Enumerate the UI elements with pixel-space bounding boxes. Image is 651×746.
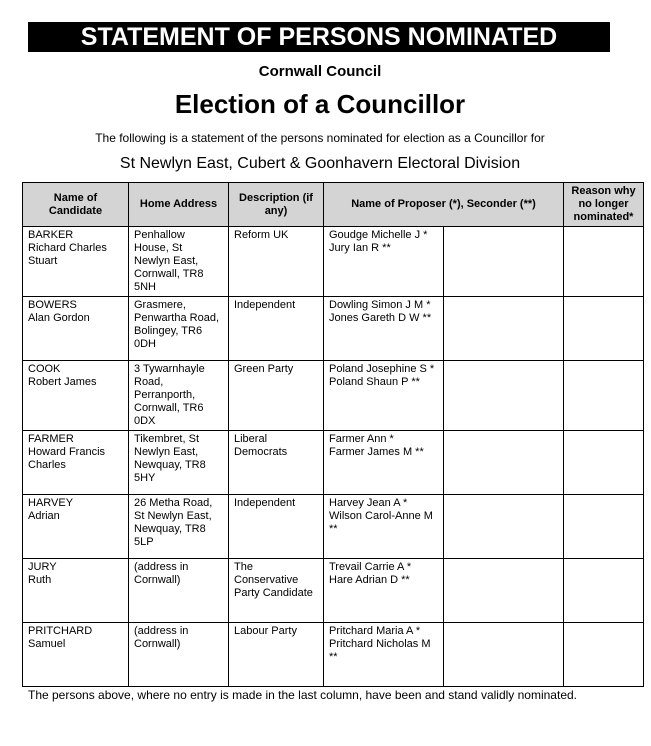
- candidate-name-cell: [23, 495, 129, 559]
- blank-cell: [444, 227, 564, 297]
- proposer-seconder-cell: [324, 495, 444, 559]
- proposer-seconder-line: Dowling Simon J M *: [329, 299, 431, 311]
- candidate-name-cell: [23, 297, 129, 361]
- council-name: Cornwall Council: [258, 63, 382, 80]
- reason-cell: [564, 227, 644, 297]
- home-address-line: Newquay, TR8: [134, 523, 206, 535]
- home-address-cell: [129, 431, 229, 495]
- home-address-line: Newlyn East,: [134, 446, 199, 458]
- candidate-name-line: HARVEY: [28, 497, 74, 509]
- election-title: Election of a Councillor: [174, 89, 466, 119]
- proposer-seconder-line: Hare Adrian D **: [329, 574, 410, 586]
- reason-cell: [564, 297, 644, 361]
- candidate-name-line: PRITCHARD: [28, 625, 93, 637]
- candidate-name-line: Adrian: [28, 510, 60, 522]
- proposer-seconder-cell: [324, 361, 444, 431]
- candidate-name-cell: [23, 559, 129, 623]
- proposer-seconder-cell: [324, 431, 444, 495]
- table-row: [23, 227, 644, 297]
- home-address-line: 3 Tywarnhayle: [134, 363, 205, 375]
- home-address-line: Newlyn East,: [134, 255, 199, 267]
- document-banner: STATEMENT OF PERSONS NOMINATED: [28, 22, 610, 52]
- description-line: Liberal: [234, 433, 268, 445]
- candidate-name-line: JURY: [28, 561, 57, 573]
- blank-cell: [444, 297, 564, 361]
- home-address-cell: [129, 495, 229, 559]
- home-address-line: Penhallow: [134, 229, 185, 241]
- home-address-cell: [129, 227, 229, 297]
- proposer-seconder-line: Poland Josephine S *: [329, 363, 435, 375]
- reason-cell: [564, 361, 644, 431]
- blank-cell: [444, 431, 564, 495]
- home-address-cell: [129, 559, 229, 623]
- home-address-cell: [129, 361, 229, 431]
- proposer-seconder-line: Farmer Ann *: [329, 433, 394, 445]
- home-address-line: Bolingey, TR6: [134, 325, 203, 337]
- home-address-line: 0DH: [134, 338, 157, 350]
- home-address-cell: [129, 623, 229, 687]
- proposer-seconder-line: Goudge Michelle J *: [329, 229, 428, 241]
- home-address-line: (address in: [134, 561, 189, 573]
- description-cell: [229, 559, 324, 623]
- proposer-seconder-line: **: [329, 523, 338, 535]
- description-line: Democrats: [234, 446, 288, 458]
- blank-cell: [444, 559, 564, 623]
- candidate-name-line: Ruth: [28, 574, 52, 586]
- home-address-line: 5LP: [134, 536, 154, 548]
- table-body: [23, 227, 644, 687]
- intro-text: The following is a statement of the persons nominated for election as a Councillor for: [95, 131, 545, 145]
- description-cell: [229, 297, 324, 361]
- header-description: Description (if any): [229, 183, 324, 227]
- candidate-name-line: Robert James: [28, 376, 97, 388]
- description-cell: [229, 623, 324, 687]
- candidate-name-line: Stuart: [28, 255, 58, 267]
- description-line: Party Candidate: [234, 587, 313, 599]
- table-row: [23, 431, 644, 495]
- reason-cell: [564, 623, 644, 687]
- proposer-seconder-line: **: [329, 651, 338, 663]
- electoral-division: St Newlyn East, Cubert & Goonhavern Electoral Division: [119, 155, 521, 172]
- home-address-line: Cornwall, TR6: [134, 402, 204, 414]
- description-line: Independent: [234, 299, 296, 311]
- home-address-line: Road,: [134, 376, 164, 388]
- candidate-name-cell: [23, 623, 129, 687]
- header-proposer-seconder: Name of Proposer (*), Seconder (**): [324, 183, 564, 227]
- nominations-table: [22, 182, 644, 687]
- home-address-line: 26 Metha Road,: [134, 497, 213, 509]
- blank-cell: [444, 361, 564, 431]
- header-address: Home Address: [129, 183, 229, 227]
- reason-cell: [564, 559, 644, 623]
- description-line: Green Party: [234, 363, 294, 375]
- proposer-seconder-line: Harvey Jean A *: [329, 497, 408, 509]
- footer-note: The persons above, where no entry is made in the last column, have been and stand validly nominated.: [28, 688, 577, 702]
- candidate-name-cell: [23, 361, 129, 431]
- proposer-seconder-line: Pritchard Maria A *: [329, 625, 421, 637]
- home-address-line: Cornwall, TR8: [134, 268, 204, 280]
- candidate-name-cell: [23, 227, 129, 297]
- proposer-seconder-line: Farmer James M **: [329, 446, 424, 458]
- proposer-seconder-cell: [324, 623, 444, 687]
- candidate-name-line: FARMER: [28, 433, 74, 445]
- description-cell: [229, 361, 324, 431]
- header-reason: Reason why no longer nominated*: [564, 183, 644, 227]
- reason-cell: [564, 495, 644, 559]
- candidate-name-line: BARKER: [28, 229, 74, 241]
- home-address-line: St Newlyn East,: [134, 510, 212, 522]
- description-cell: [229, 495, 324, 559]
- description-line: Conservative: [234, 574, 299, 586]
- candidate-name-line: Samuel: [28, 638, 66, 650]
- description-line: The: [234, 561, 253, 573]
- proposer-seconder-line: Wilson Carol-Anne M: [329, 510, 433, 522]
- proposer-seconder-line: Jury Ian R **: [329, 242, 391, 254]
- proposer-seconder-cell: [324, 297, 444, 361]
- reason-cell: [564, 431, 644, 495]
- description-line: Labour Party: [234, 625, 297, 637]
- proposer-seconder-line: Jones Gareth D W **: [329, 312, 432, 324]
- table-row: [23, 495, 644, 559]
- home-address-line: (address in: [134, 625, 189, 637]
- candidate-name-line: Richard Charles: [28, 242, 107, 254]
- table-row: [23, 559, 644, 623]
- description-cell: [229, 431, 324, 495]
- home-address-line: 5NH: [134, 281, 157, 293]
- home-address-line: Newquay, TR8: [134, 459, 206, 471]
- candidate-name-line: Howard Francis: [28, 446, 106, 458]
- home-address-line: Cornwall): [134, 574, 181, 586]
- candidate-name-line: COOK: [28, 363, 61, 375]
- blank-cell: [444, 495, 564, 559]
- table-row: [23, 297, 644, 361]
- table-row: [23, 623, 644, 687]
- blank-cell: [444, 623, 564, 687]
- home-address-line: Cornwall): [134, 638, 181, 650]
- candidate-name-line: Alan Gordon: [28, 312, 90, 324]
- description-cell: [229, 227, 324, 297]
- home-address-line: House, St: [134, 242, 183, 254]
- description-line: Reform UK: [234, 229, 289, 241]
- candidate-name-cell: [23, 431, 129, 495]
- proposer-seconder-cell: [324, 227, 444, 297]
- candidate-name-line: BOWERS: [28, 299, 77, 311]
- home-address-line: Perranporth,: [134, 389, 196, 401]
- home-address-cell: [129, 297, 229, 361]
- description-line: Independent: [234, 497, 296, 509]
- home-address-line: 0DX: [134, 415, 156, 427]
- home-address-line: Grasmere,: [134, 299, 186, 311]
- candidate-name-line: Charles: [28, 459, 66, 471]
- table-header-row: [23, 183, 644, 227]
- table-row: [23, 361, 644, 431]
- proposer-seconder-line: Trevail Carrie A *: [329, 561, 412, 573]
- proposer-seconder-line: Pritchard Nicholas M: [329, 638, 431, 650]
- home-address-line: 5HY: [134, 472, 156, 484]
- proposer-seconder-line: Poland Shaun P **: [329, 376, 420, 388]
- proposer-seconder-cell: [324, 559, 444, 623]
- home-address-line: Tikembret, St: [134, 433, 199, 445]
- header-candidate: Name of Candidate: [23, 183, 129, 227]
- home-address-line: Penwartha Road,: [134, 312, 219, 324]
